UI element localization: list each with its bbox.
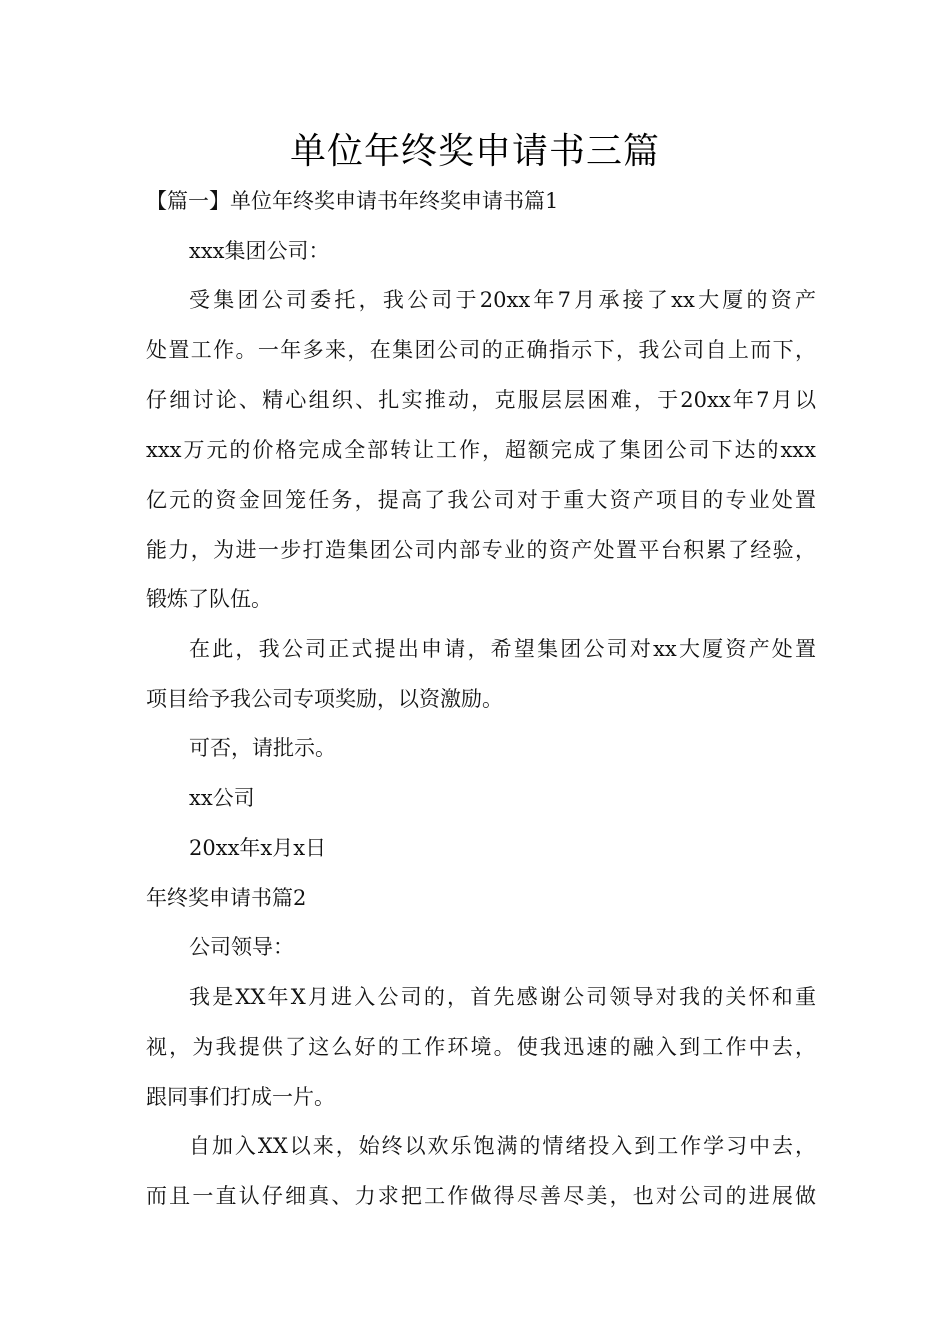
paragraph-line: 20xx年x月x日 bbox=[189, 836, 327, 860]
paragraph-line: 可否，请批示。 bbox=[189, 736, 336, 760]
paragraph-line: 处置工作。一年多来，在集团公司的正确指示下，我公司自上而下， bbox=[146, 338, 816, 362]
paragraph-line: 跟同事们打成一片。 bbox=[146, 1085, 335, 1109]
paragraph-line: xx公司 bbox=[189, 786, 255, 810]
paragraph-line: 而且一直认仔细真、力求把工作做得尽善尽美，也对公司的进展做 bbox=[146, 1184, 816, 1208]
paragraph-line: 公司领导： bbox=[189, 935, 294, 959]
paragraph-line: 仔细讨论、精心组织、扎实推动，克服层层困难，于20xx年7月以 bbox=[146, 388, 816, 412]
paragraph-line: 在此，我公司正式提出申请，希望集团公司对xx大厦资产处置 bbox=[189, 637, 816, 661]
paragraph-line: xxx集团公司： bbox=[189, 239, 330, 263]
paragraph-line: 亿元的资金回笼任务，提高了我公司对于重大资产项目的专业处置 bbox=[146, 488, 816, 512]
paragraph-line: 项目给予我公司专项奖励，以资激励。 bbox=[146, 687, 503, 711]
paragraph-line: 受集团公司委托，我公司于20xx年7月承接了xx大厦的资产 bbox=[189, 288, 816, 312]
document-title: 单位年终奖申请书三篇 bbox=[289, 131, 660, 172]
paragraph-line: 能力，为进一步打造集团公司内部专业的资产处置平台积累了经验， bbox=[146, 538, 816, 562]
paragraph-line: 锻炼了队伍。 bbox=[146, 587, 272, 611]
paragraph-line: xxx万元的价格完成全部转让工作，超额完成了集团公司下达的xxx bbox=[146, 438, 816, 462]
paragraph-line: 我是XX年X月进入公司的，首先感谢公司领导对我的关怀和重 bbox=[189, 985, 816, 1009]
section-heading: 年终奖申请书篇2 bbox=[146, 886, 307, 910]
paragraph-line: 视，为我提供了这么好的工作环境。使我迅速的融入到工作中去， bbox=[146, 1035, 816, 1059]
section-heading: 【篇一】单位年终奖申请书年终奖申请书篇1 bbox=[146, 189, 559, 213]
paragraph-line: 自加入XX以来，始终以欢乐饱满的情绪投入到工作学习中去， bbox=[189, 1134, 816, 1158]
